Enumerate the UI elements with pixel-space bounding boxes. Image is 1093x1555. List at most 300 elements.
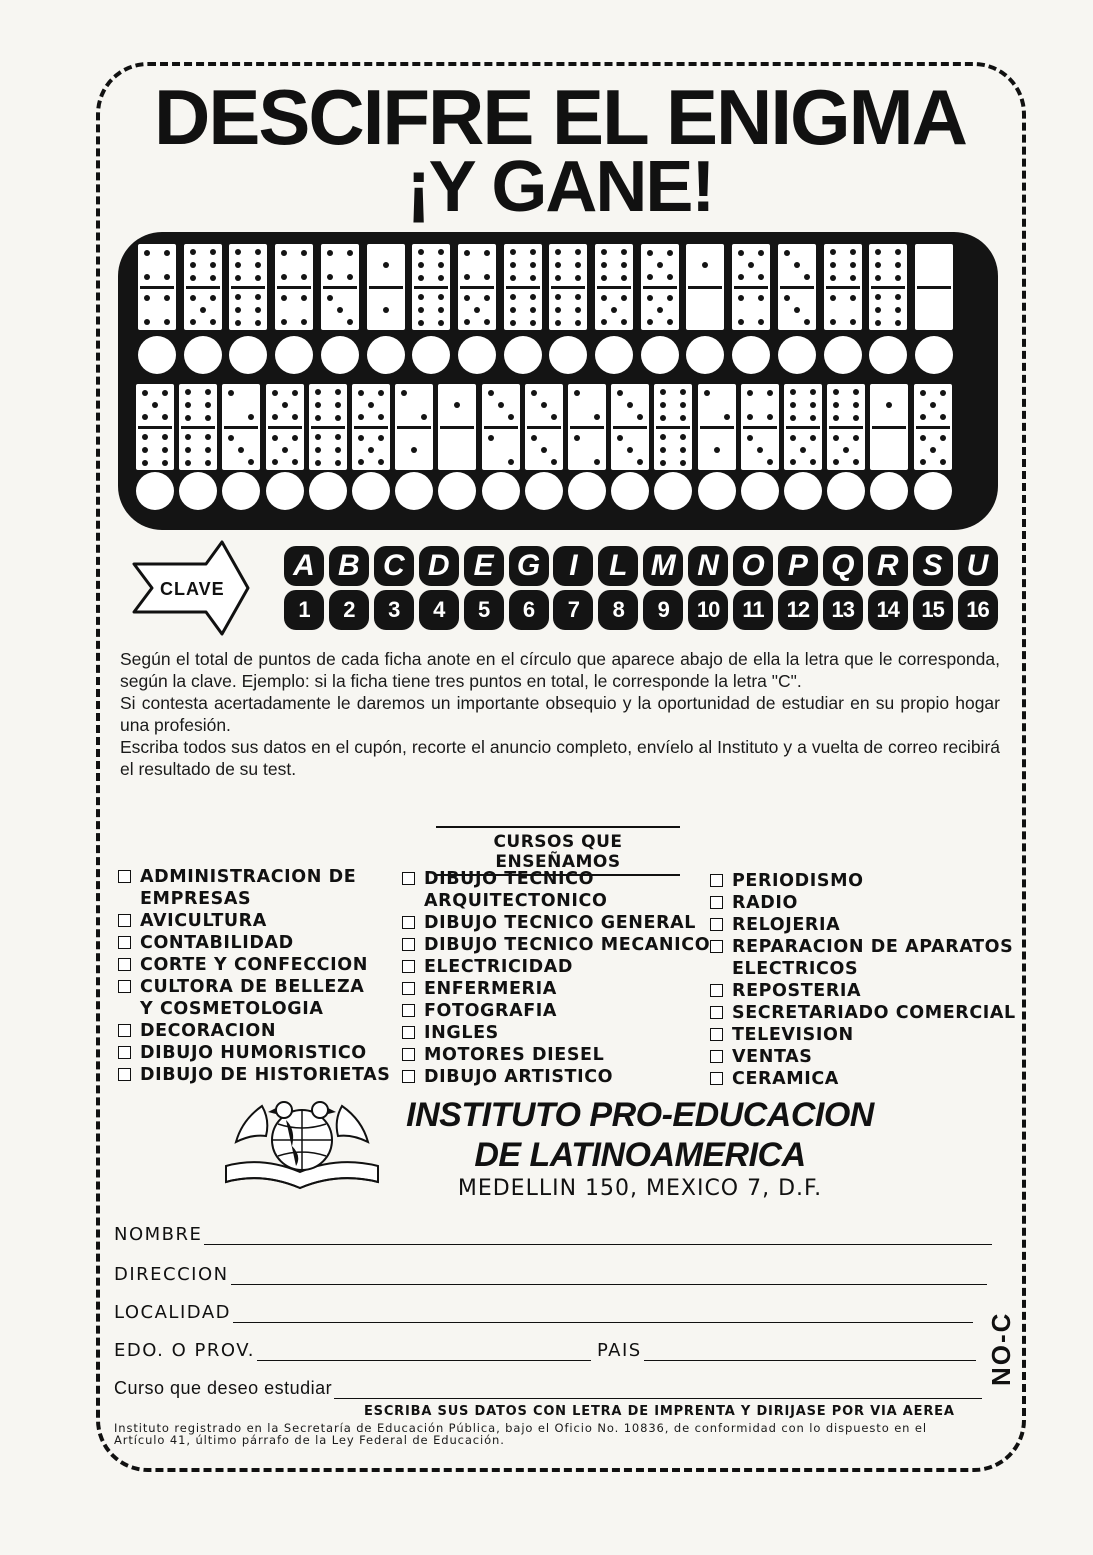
domino-pip: [335, 389, 341, 395]
domino-pip: [758, 274, 764, 280]
domino-pip: [418, 275, 424, 281]
domino-tile: [641, 244, 679, 330]
domino-pip: [235, 275, 241, 281]
domino-tile: [136, 384, 174, 470]
domino-pip: [142, 390, 148, 396]
course-checkbox[interactable]: [118, 980, 131, 993]
course-label: REPOSTERIA: [732, 981, 862, 1001]
domino-tile: [525, 384, 563, 470]
domino-pip: [594, 459, 600, 465]
course-checkbox[interactable]: [710, 1050, 723, 1063]
localidad-field[interactable]: [114, 1302, 973, 1323]
key-number-text: 5: [477, 597, 490, 622]
answer-circle[interactable]: [229, 336, 267, 374]
domino-pip: [920, 459, 926, 465]
domino-pip: [162, 460, 168, 466]
domino-pip: [484, 274, 490, 280]
course-checkbox[interactable]: [402, 1048, 415, 1061]
domino-tile: [352, 384, 390, 470]
domino-tile: [266, 384, 304, 470]
instruction-paragraph: Según el total de puntos de cada ficha anote en el círculo que aparece abajo de ella la letra que le corresponda, según la clave. Ejemplo: si la ficha tiene tres puntos en total, le corresponde la letra "C".: [120, 649, 1000, 691]
answer-circle[interactable]: [686, 336, 724, 374]
domino-pip: [411, 447, 417, 453]
course-checkbox[interactable]: [710, 984, 723, 997]
key-number: [284, 590, 324, 630]
key-number-text: 10: [696, 597, 720, 622]
course-checkbox[interactable]: [118, 958, 131, 971]
answer-circle[interactable]: [179, 472, 217, 510]
course-checkbox[interactable]: [402, 938, 415, 951]
domino-pip: [508, 459, 514, 465]
domino-pip: [804, 319, 810, 325]
domino-divider: [872, 426, 906, 429]
domino-pip: [575, 249, 581, 255]
course-item[interactable]: [118, 976, 390, 1020]
course-item[interactable]: [710, 1068, 1016, 1090]
course-checkbox[interactable]: [710, 1006, 723, 1019]
course-checkbox[interactable]: [402, 1026, 415, 1039]
answer-circle[interactable]: [870, 472, 908, 510]
domino-pip: [255, 307, 261, 313]
direccion-label: DIRECCION: [114, 1264, 229, 1285]
nombre-label: NOMBRE: [114, 1224, 203, 1245]
domino-pip: [531, 435, 537, 441]
domino-pip: [875, 307, 881, 313]
course-item[interactable]: [710, 980, 1016, 1002]
answer-circle[interactable]: [869, 336, 907, 374]
answer-circle[interactable]: [784, 472, 822, 510]
domino-pip: [833, 435, 839, 441]
domino-pip: [810, 435, 816, 441]
answer-circle[interactable]: [824, 336, 862, 374]
answer-circle[interactable]: [352, 472, 390, 510]
domino-pip: [637, 414, 643, 420]
course-checkbox[interactable]: [118, 1046, 131, 1059]
domino-pip: [200, 307, 206, 313]
key-letter: [509, 546, 549, 586]
localidad-line[interactable]: [233, 1306, 973, 1323]
domino-tile: [595, 244, 633, 330]
domino-pip: [555, 307, 561, 313]
domino-pip: [790, 389, 796, 395]
answer-circle[interactable]: [222, 472, 260, 510]
domino-pip: [368, 447, 374, 453]
domino-pip: [853, 459, 859, 465]
estado-field[interactable]: [114, 1340, 976, 1361]
estado-line[interactable]: [257, 1344, 591, 1361]
course-item[interactable]: [402, 978, 710, 1000]
domino-pip: [301, 250, 307, 256]
domino-pip: [498, 402, 504, 408]
course-checkbox[interactable]: [402, 960, 415, 973]
domino-tile: [778, 244, 816, 330]
course-label: CORTE Y CONFECCION: [140, 955, 368, 975]
answer-circle[interactable]: [778, 336, 816, 374]
course-item[interactable]: [402, 1044, 710, 1066]
domino-pip: [895, 320, 901, 326]
domino-pip: [272, 459, 278, 465]
key-number-text: 3: [388, 597, 400, 622]
domino-pip: [660, 434, 666, 440]
course-label: REPARACION DE APARATOS ELECTRICOS: [732, 937, 1014, 979]
courses-column-1: [118, 866, 390, 1086]
domino-tile: [309, 384, 347, 470]
domino-pip: [833, 389, 839, 395]
domino-pip: [853, 402, 859, 408]
course-item[interactable]: [710, 1024, 1016, 1046]
domino-pip: [438, 294, 444, 300]
domino-pip: [510, 249, 516, 255]
domino-pip: [185, 389, 191, 395]
domino-divider: [414, 286, 448, 289]
key-number-text: 9: [657, 597, 669, 622]
domino-pip: [790, 415, 796, 421]
domino-pip: [794, 307, 800, 313]
answer-circle[interactable]: [266, 472, 304, 510]
domino-pip: [657, 262, 663, 268]
course-item[interactable]: [402, 1000, 710, 1022]
course-item[interactable]: [118, 1064, 390, 1086]
domino-pip: [530, 275, 536, 281]
course-label: RADIO: [732, 893, 798, 913]
domino-pip: [272, 390, 278, 396]
domino-pip: [530, 320, 536, 326]
course-label: DIBUJO TECNICO GENERAL: [424, 913, 697, 933]
domino-pip: [767, 414, 773, 420]
domino-pip: [484, 250, 490, 256]
domino-pip: [315, 402, 321, 408]
answer-circle[interactable]: [698, 472, 736, 510]
domino-pip: [575, 294, 581, 300]
domino-pip: [555, 249, 561, 255]
answer-circle[interactable]: [136, 472, 174, 510]
answer-circle[interactable]: [914, 472, 952, 510]
domino-pip: [940, 435, 946, 441]
domino-tile: [395, 384, 433, 470]
domino-board: [118, 232, 998, 530]
course-label: DECORACION: [140, 1021, 277, 1041]
course-item[interactable]: [402, 868, 710, 912]
domino-pip: [418, 262, 424, 268]
answer-circle[interactable]: [595, 336, 633, 374]
answer-circle[interactable]: [438, 472, 476, 510]
key-letter: [868, 546, 908, 586]
key-letter-text: D: [427, 549, 450, 582]
course-label: ENFERMERIA: [424, 979, 557, 999]
domino-pip: [510, 294, 516, 300]
domino-divider: [551, 286, 585, 289]
domino-pip: [621, 275, 627, 281]
answer-circle[interactable]: [641, 336, 679, 374]
domino-pip: [930, 447, 936, 453]
domino-tile: [412, 244, 450, 330]
course-checkbox[interactable]: [118, 936, 131, 949]
domino-pip: [301, 274, 307, 280]
domino-pip: [594, 414, 600, 420]
answer-circle[interactable]: [138, 336, 176, 374]
course-checkbox[interactable]: [710, 1028, 723, 1041]
answer-circle[interactable]: [184, 336, 222, 374]
domino-pip: [162, 434, 168, 440]
domino-pip: [833, 415, 839, 421]
course-label: PERIODISMO: [732, 871, 864, 891]
domino-pip: [667, 250, 673, 256]
answer-circle[interactable]: [741, 472, 779, 510]
domino-pip: [738, 319, 744, 325]
course-checkbox[interactable]: [118, 1068, 131, 1081]
domino-divider: [484, 426, 518, 429]
course-checkbox[interactable]: [402, 1070, 415, 1083]
domino-pip: [358, 390, 364, 396]
domino-pip: [748, 262, 754, 268]
domino-pip: [790, 402, 796, 408]
disclaimer-line: Instituto registrado en la Secretaría de Educación Pública, bajo el Oficio No. 10836, de conformidad con lo dispuesto en el: [114, 1421, 927, 1435]
pais-line[interactable]: [644, 1344, 976, 1361]
answer-circle[interactable]: [309, 472, 347, 510]
domino-pip: [660, 415, 666, 421]
course-item[interactable]: [118, 954, 390, 976]
domino-pip: [617, 435, 623, 441]
instructions: [120, 648, 1000, 780]
answer-circle[interactable]: [412, 336, 450, 374]
domino-pip: [747, 414, 753, 420]
course-item[interactable]: [402, 956, 710, 978]
domino-pip: [804, 274, 810, 280]
course-checkbox[interactable]: [402, 872, 415, 885]
domino-pip: [875, 294, 881, 300]
domino-pip: [680, 447, 686, 453]
domino-pip: [144, 319, 150, 325]
domino-pip: [383, 262, 389, 268]
answer-circle[interactable]: [504, 336, 542, 374]
domino-pip: [488, 390, 494, 396]
domino-pip: [790, 459, 796, 465]
domino-pip: [853, 435, 859, 441]
domino-pip: [282, 447, 288, 453]
course-item[interactable]: [402, 934, 710, 956]
answer-circle[interactable]: [395, 472, 433, 510]
key-number: [464, 590, 504, 630]
course-checkbox[interactable]: [402, 982, 415, 995]
domino-pip: [850, 295, 856, 301]
course-item[interactable]: [402, 912, 710, 934]
domino-pip: [738, 274, 744, 280]
domino-pip: [358, 435, 364, 441]
nombre-field[interactable]: [114, 1224, 992, 1245]
domino-divider: [354, 426, 388, 429]
course-checkbox[interactable]: [402, 1004, 415, 1017]
domino-tile: [869, 244, 907, 330]
answer-circle[interactable]: [482, 472, 520, 510]
domino-pip: [738, 295, 744, 301]
direccion-field[interactable]: [114, 1264, 987, 1285]
course-label: DIBUJO ARTISTICO: [424, 1067, 614, 1087]
course-checkbox[interactable]: [710, 940, 723, 953]
key-number-text: 11: [742, 597, 764, 622]
course-checkbox[interactable]: [118, 1024, 131, 1037]
key-letter: [284, 546, 324, 586]
key-letter: [598, 546, 638, 586]
domino-pip: [142, 434, 148, 440]
curso-line[interactable]: [334, 1382, 982, 1399]
domino-pip: [464, 319, 470, 325]
domino-divider: [277, 286, 311, 289]
key-number: [419, 590, 459, 630]
direccion-line[interactable]: [231, 1268, 987, 1285]
domino-pip: [510, 307, 516, 313]
course-label: DIBUJO TECNICO ARQUITECTONICO: [424, 869, 608, 911]
domino-pip: [601, 295, 607, 301]
domino-pip: [162, 390, 168, 396]
course-item[interactable]: [710, 1002, 1016, 1024]
clave-label: CLAVE: [160, 579, 225, 599]
course-item[interactable]: [118, 932, 390, 954]
course-checkbox[interactable]: [710, 874, 723, 887]
key-number: [374, 590, 414, 630]
course-item[interactable]: [118, 1020, 390, 1042]
domino-pip: [235, 249, 241, 255]
curso-field[interactable]: [114, 1378, 982, 1399]
key-letter: [464, 546, 504, 586]
answer-circle[interactable]: [654, 472, 692, 510]
answer-circle[interactable]: [458, 336, 496, 374]
key-letter: [823, 546, 863, 586]
domino-pip: [152, 402, 158, 408]
domino-pip: [190, 262, 196, 268]
domino-tile: [654, 384, 692, 470]
nombre-line[interactable]: [204, 1228, 992, 1245]
course-item[interactable]: [402, 1022, 710, 1044]
domino-divider: [460, 286, 494, 289]
course-checkbox[interactable]: [710, 1072, 723, 1085]
domino-divider: [440, 426, 474, 429]
institute-logo: [222, 1096, 382, 1194]
key-number-text: 14: [876, 597, 899, 622]
domino-pip: [421, 414, 427, 420]
domino-divider: [871, 286, 905, 289]
domino-pip: [378, 459, 384, 465]
domino-pip: [205, 389, 211, 395]
domino-tile: [275, 244, 313, 330]
course-label: ELECTRICIDAD: [424, 957, 573, 977]
domino-pip: [784, 250, 790, 256]
answer-circle[interactable]: [915, 336, 953, 374]
key-letter: [958, 546, 998, 586]
key-number-text: 6: [522, 597, 535, 622]
course-item[interactable]: [710, 914, 1016, 936]
course-label: VENTAS: [732, 1047, 813, 1067]
course-item[interactable]: [118, 866, 390, 910]
answer-circle[interactable]: [275, 336, 313, 374]
domino-tile: [222, 384, 260, 470]
answer-circle[interactable]: [568, 472, 606, 510]
domino-divider: [506, 286, 540, 289]
domino-pip: [647, 295, 653, 301]
key-letter-text: S: [922, 549, 943, 582]
domino-pip: [164, 274, 170, 280]
key-number: [913, 590, 953, 630]
domino-pip: [248, 459, 254, 465]
course-item[interactable]: [118, 910, 390, 932]
course-checkbox[interactable]: [118, 870, 131, 883]
course-checkbox[interactable]: [710, 896, 723, 909]
course-item[interactable]: [402, 1066, 710, 1088]
course-checkbox[interactable]: [402, 916, 415, 929]
domino-pip: [315, 415, 321, 421]
domino-pip: [418, 320, 424, 326]
domino-tile: [741, 384, 779, 470]
course-label: SECRETARIADO COMERCIAL: [732, 1003, 1016, 1023]
domino-pip: [647, 274, 653, 280]
domino-pip: [235, 262, 241, 268]
answer-circle[interactable]: [732, 336, 770, 374]
domino-divider: [231, 286, 265, 289]
domino-tile: [367, 244, 405, 330]
domino-pip: [830, 319, 836, 325]
course-item[interactable]: [710, 936, 1016, 980]
domino-pip: [621, 295, 627, 301]
course-label: MOTORES DIESEL: [424, 1045, 605, 1065]
domino-pip: [255, 249, 261, 255]
course-item[interactable]: [710, 892, 1016, 914]
answer-circle[interactable]: [611, 472, 649, 510]
domino-pip: [190, 275, 196, 281]
domino-pip: [464, 274, 470, 280]
domino-divider: [369, 286, 403, 289]
answer-circle[interactable]: [549, 336, 587, 374]
answer-circle[interactable]: [525, 472, 563, 510]
answer-circle[interactable]: [827, 472, 865, 510]
domino-pip: [335, 434, 341, 440]
course-item[interactable]: [710, 1046, 1016, 1068]
course-item[interactable]: [118, 1042, 390, 1064]
domino-pip: [378, 414, 384, 420]
course-checkbox[interactable]: [118, 914, 131, 927]
domino-divider: [186, 286, 220, 289]
domino-pip: [335, 460, 341, 466]
key-letter-text: R: [876, 549, 899, 582]
course-checkbox[interactable]: [710, 918, 723, 931]
domino-divider: [916, 426, 950, 429]
domino-pip: [292, 390, 298, 396]
domino-pip: [347, 250, 353, 256]
key-letter: [419, 546, 459, 586]
course-label: DIBUJO DE HISTORIETAS: [140, 1065, 391, 1085]
answer-circle[interactable]: [367, 336, 405, 374]
answer-circle[interactable]: [321, 336, 359, 374]
course-label: CONTABILIDAD: [140, 933, 294, 953]
domino-pip: [464, 250, 470, 256]
domino-pip: [627, 402, 633, 408]
course-item[interactable]: [710, 870, 1016, 892]
domino-pip: [358, 459, 364, 465]
domino-pip: [843, 447, 849, 453]
domino-pip: [205, 434, 211, 440]
domino-pip: [383, 307, 389, 313]
domino-divider: [323, 286, 357, 289]
course-label: DIBUJO TECNICO MECANICO: [424, 935, 711, 955]
domino-pip: [510, 275, 516, 281]
domino-pip: [940, 459, 946, 465]
domino-divider: [268, 426, 302, 429]
domino-pip: [647, 250, 653, 256]
key-letter-text: E: [473, 549, 494, 582]
domino-tile: [504, 244, 542, 330]
institute-name-line2: DE LATINOAMERICA: [474, 1136, 806, 1174]
domino-pip: [627, 447, 633, 453]
headline-line2: ¡Y GANE!: [406, 147, 714, 227]
domino-pip: [810, 415, 816, 421]
